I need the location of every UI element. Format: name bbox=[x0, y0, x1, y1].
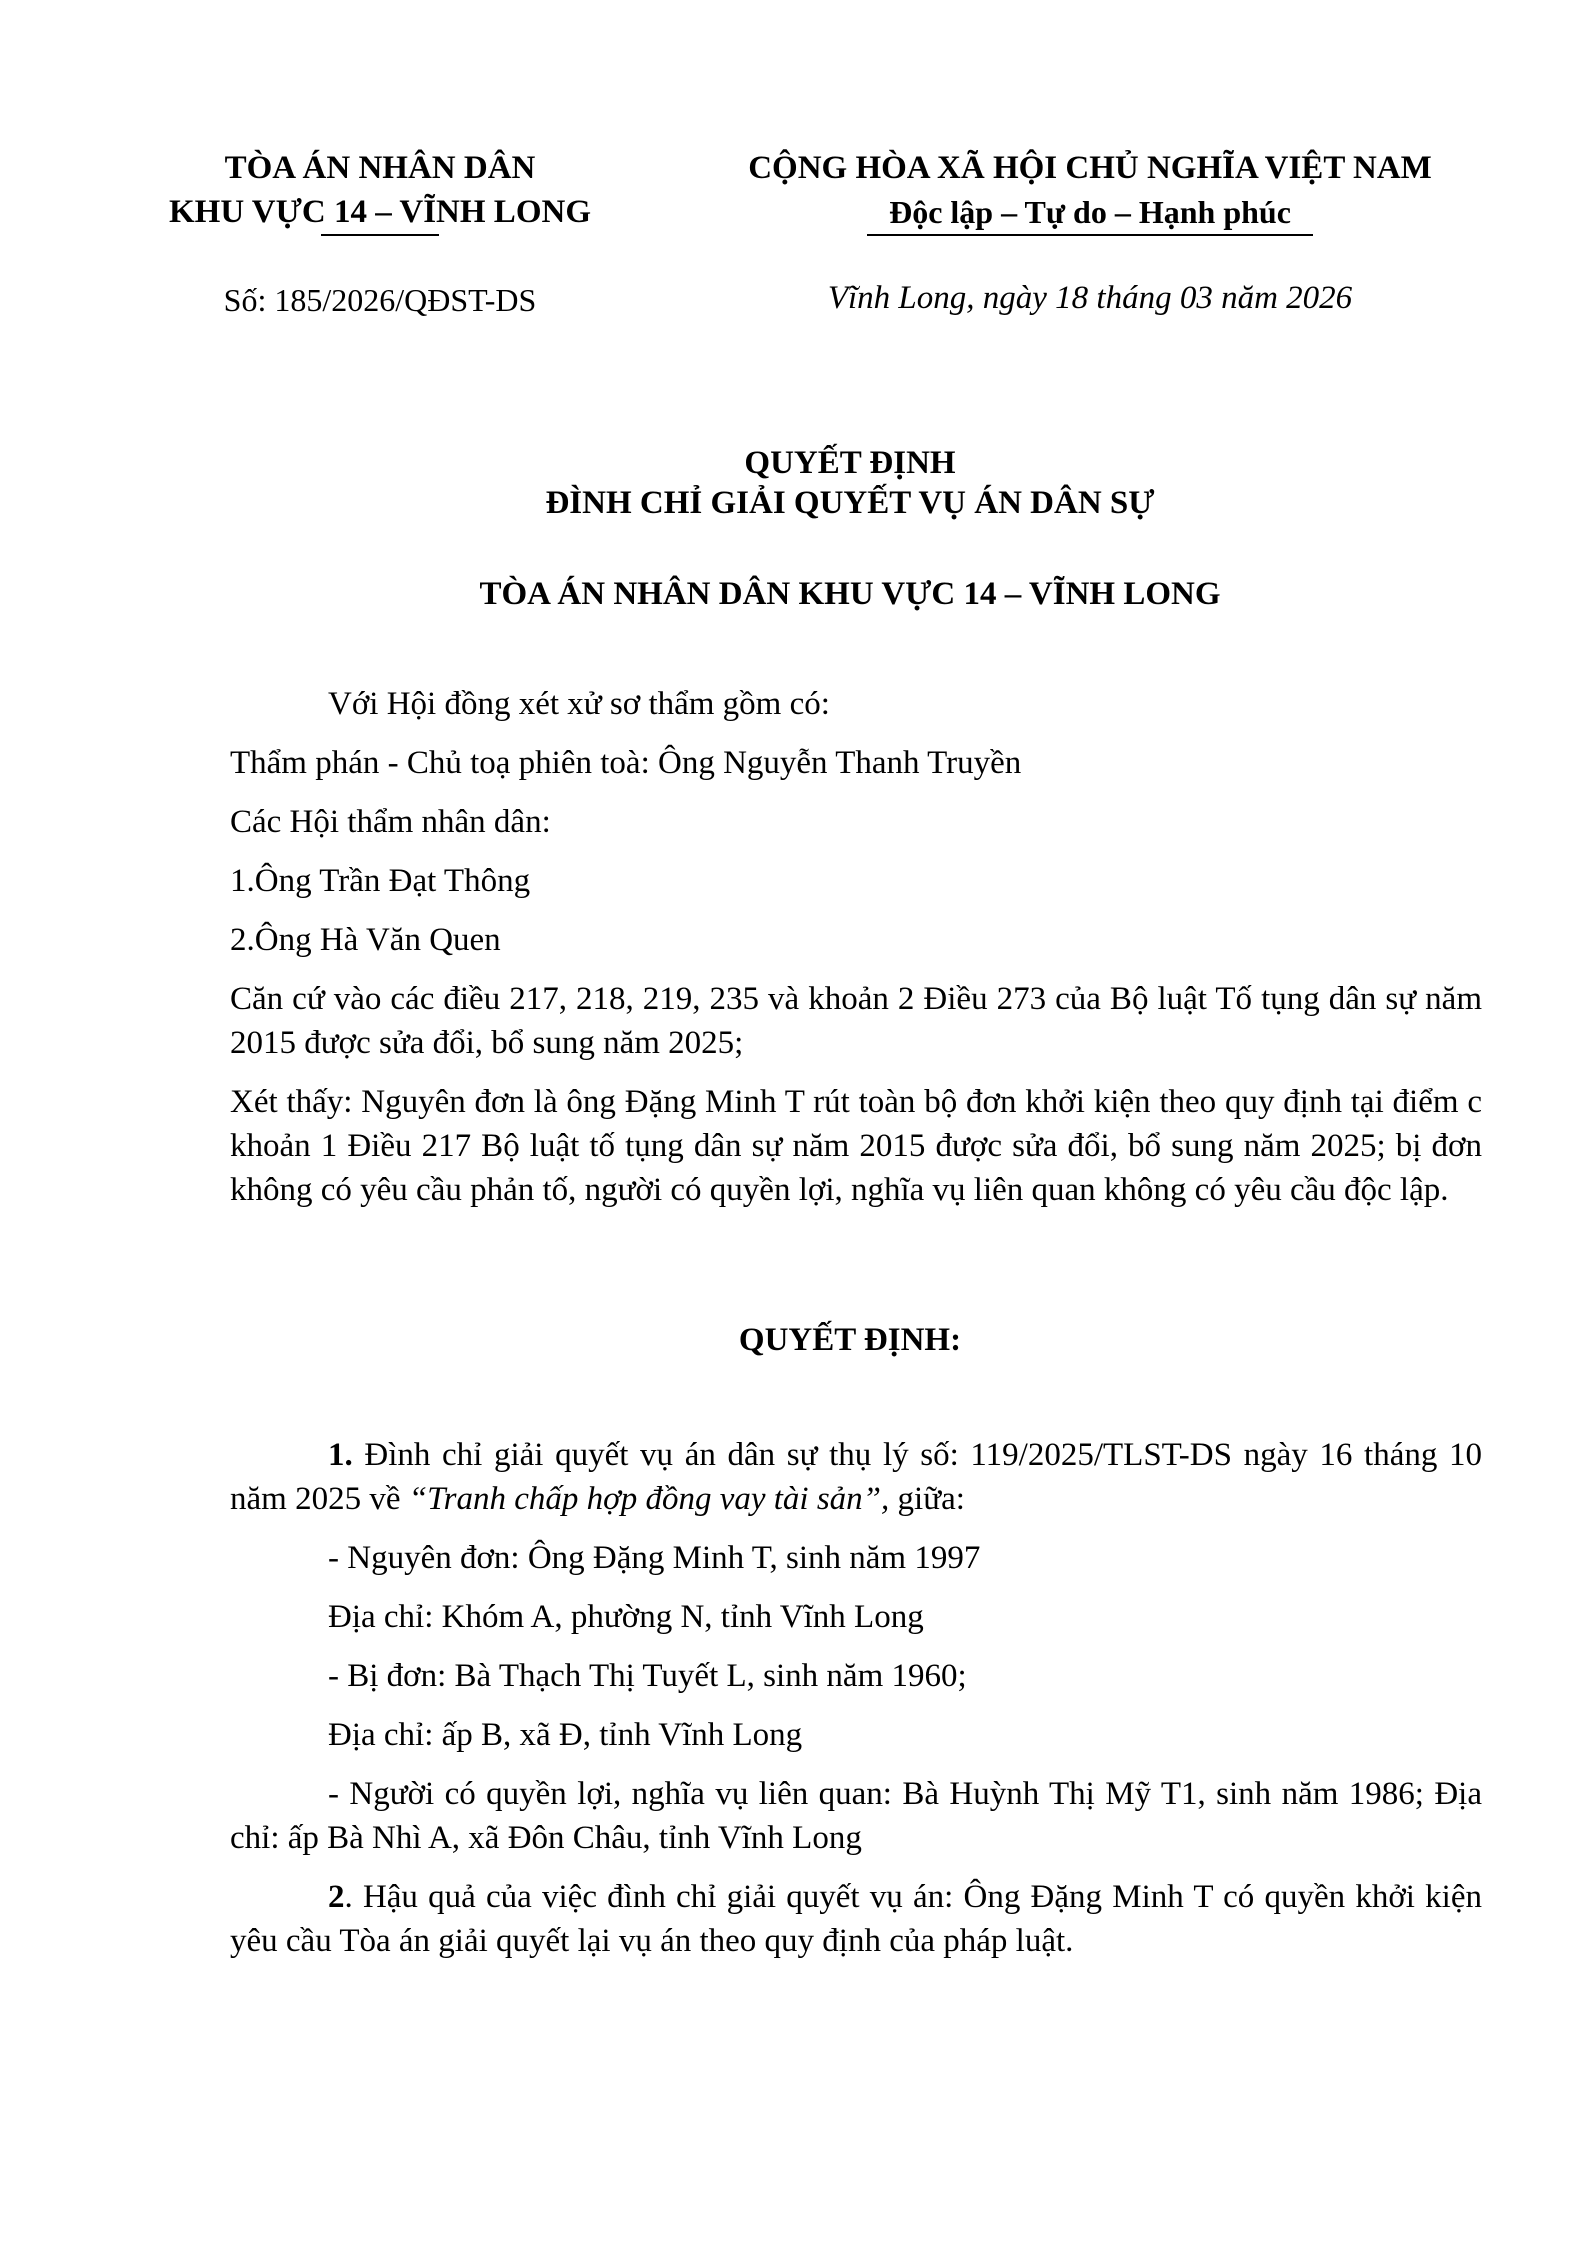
panel-section bbox=[230, 682, 1482, 1212]
juror-1: 1.Ông Trần Đạt Thông bbox=[230, 863, 531, 899]
country-name: CỘNG HÒA XÃ HỘI CHỦ NGHĨA VIỆT NAM bbox=[748, 150, 1432, 186]
defendant: - Bị đơn: Bà Thạch Thị Tuyết L, sinh năm 1960; bbox=[328, 1658, 967, 1694]
defendant-address: Địa chỉ: ấp B, xã Đ, tỉnh Vĩnh Long bbox=[328, 1717, 803, 1753]
document-date: Vĩnh Long, ngày 18 tháng 03 năm 2026 bbox=[827, 280, 1353, 316]
decision-item-2 bbox=[230, 1875, 1482, 1963]
document-number: Số: 185/2026/QĐST-DS bbox=[223, 282, 537, 318]
court-name-line1: TÒA ÁN NHÂN DÂN bbox=[224, 150, 536, 186]
item-1-text-b: giữa: bbox=[889, 1481, 965, 1517]
decision-item-1 bbox=[230, 1433, 1482, 1521]
title-line2: ĐÌNH CHỈ GIẢI QUYẾT VỤ ÁN DÂN SỰ bbox=[545, 485, 1155, 521]
item-1-text-a: Đình chỉ giải quyết vụ án dân sự thụ lý số: 119/2025/TLST-DS ngày 16 tháng 10 năm 2025 về bbox=[230, 1437, 1482, 1517]
panel-intro: Với Hội đồng xét xử sơ thẩm gồm có: bbox=[328, 686, 830, 722]
case-subject: “Tranh chấp hợp đồng vay tài sản”, bbox=[408, 1481, 890, 1517]
item-2-number: 2 bbox=[328, 1879, 345, 1915]
national-header bbox=[675, 146, 1505, 236]
related-party: - Người có quyền lợi, nghĩa vụ liên quan: Bà Huỳnh Thị Mỹ T1, sinh năm 1986; Địa chỉ: ấp Bà Nhì A, xã Đôn Châu, tỉnh Vĩnh Long bbox=[230, 1776, 1482, 1856]
finding: Xét thấy: Nguyên đơn là ông Đặng Minh T rút toàn bộ đơn khởi kiện theo quy định tại điểm c khoản 1 Điều 217 Bộ luật tố tụng dân sự năm 2015 được sửa đổi, bổ sung năm 2025; bị đơn không có yêu cầu phản tố, người có quyền lợi, nghĩa vụ liên quan không có yêu cầu độc lập. bbox=[230, 1084, 1482, 1208]
issuing-court: TÒA ÁN NHÂN DÂN KHU VỰC 14 – VĨNH LONG bbox=[479, 576, 1221, 612]
item-2-text: . Hậu quả của việc đình chỉ giải quyết vụ án: Ông Đặng Minh T có quyền khởi kiện yêu cầu Tòa án giải quyết lại vụ án theo quy định của pháp luật. bbox=[230, 1879, 1482, 1959]
document-title bbox=[230, 443, 1470, 523]
plaintiff: - Nguyên đơn: Ông Đặng Minh T, sinh năm 1997 bbox=[328, 1540, 981, 1576]
jurors-label: Các Hội thẩm nhân dân: bbox=[230, 804, 551, 840]
legal-basis: Căn cứ vào các điều 217, 218, 219, 235 và khoản 2 Điều 273 của Bộ luật Tố tụng dân sự năm 2015 được sửa đổi, bổ sung năm 2025; bbox=[230, 981, 1482, 1061]
decision-heading: QUYẾT ĐỊNH: bbox=[738, 1322, 962, 1358]
decision-section bbox=[230, 1433, 1482, 1963]
presiding-judge: Thẩm phán - Chủ toạ phiên toà: Ông Nguyễn Thanh Truyền bbox=[230, 745, 1022, 781]
court-name-line2: KHU VỰC 14 – VĨNH LONG bbox=[168, 194, 591, 230]
court-header bbox=[160, 146, 600, 236]
plaintiff-address: Địa chỉ: Khóm A, phường N, tỉnh Vĩnh Long bbox=[328, 1599, 924, 1635]
title-line1: QUYẾT ĐỊNH bbox=[744, 445, 956, 481]
juror-2: 2.Ông Hà Văn Quen bbox=[230, 922, 501, 958]
national-motto: Độc lập – Tự do – Hạnh phúc bbox=[889, 194, 1291, 230]
motto-underline bbox=[867, 234, 1313, 236]
item-1-number: 1. bbox=[328, 1437, 353, 1473]
court-underline bbox=[321, 234, 439, 236]
